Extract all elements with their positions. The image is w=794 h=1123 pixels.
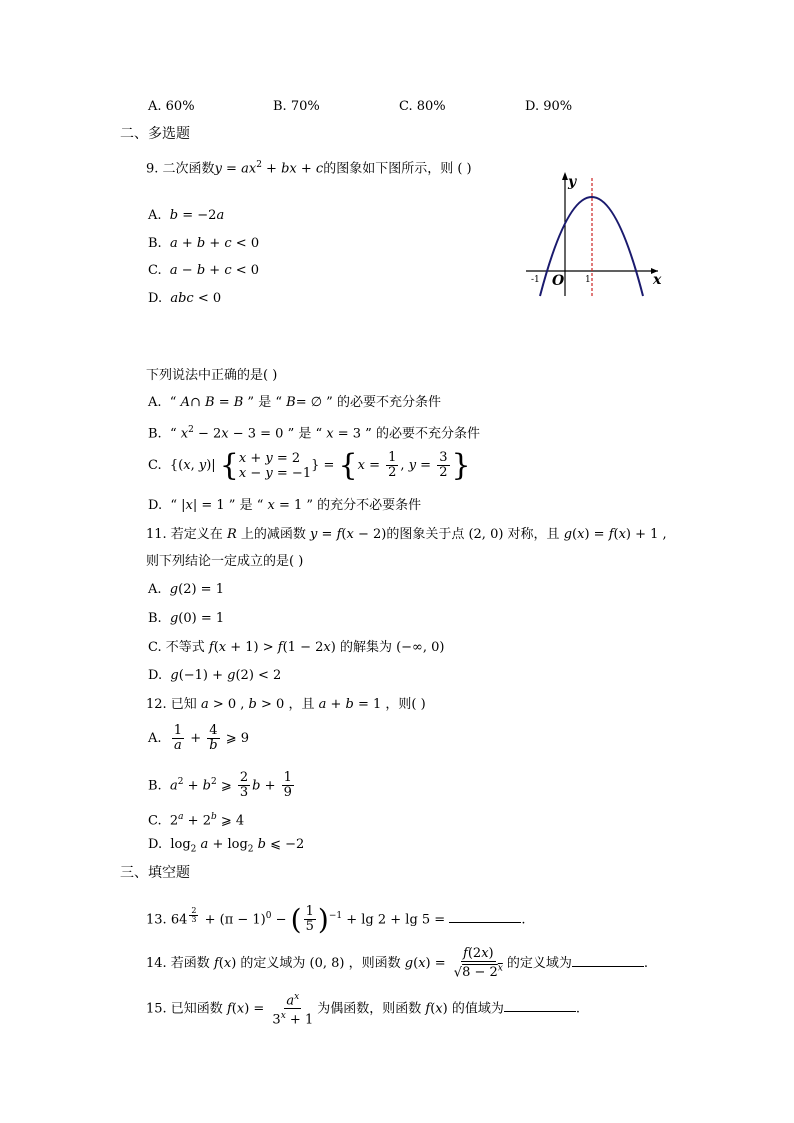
q8-option-b: B. 70% xyxy=(273,99,320,114)
q9-option-c: C. a − b + c < 0 xyxy=(148,263,260,278)
q8-option-c: C. 80% xyxy=(399,99,446,114)
q9-stem-post: 的图象如下图所示，则 ( ) xyxy=(323,161,472,177)
q9-option-d: D. abc < 0 xyxy=(148,291,222,306)
q14-stem: 14. 若函数 f(x) 的定义域为 (0, 8) ，则函数 g(x) = $\frac{f(2x)}{√8 - 2^x}$ 的定义域为 . xyxy=(146,945,649,981)
q12-option-d: D. $\log_2 a + \log_2 b$ ⩽ −2 xyxy=(148,837,305,855)
section-multi-choice: 二、多选题 xyxy=(120,126,190,142)
q9-stem-pre: 二次函数 xyxy=(162,161,215,177)
origin-label: O xyxy=(552,273,565,289)
q12-stem: 12. 已知 a > 0 , b > 0 ，且 a + b = 1 ，则( ) xyxy=(146,697,426,712)
q10-option-d: D. “ |x| = 1 ” 是 “ x = 1 ” 的充分不必要条件 xyxy=(148,498,422,513)
q11-option-d: D. g(−1) + g(2) < 2 xyxy=(148,668,282,683)
q8-option-a: A. 60% xyxy=(148,99,195,114)
tick-neg1: -1 xyxy=(531,275,540,285)
q11-option-c: C. 不等式 f(x + 1) > f(1 − 2x) 的解集为 (−∞, 0) xyxy=(148,640,445,655)
q11-option-a: A. g(2) = 1 xyxy=(148,582,224,597)
q10-option-a: A. “ A∩ B = B ” 是 “ B= ∅ ” 的必要不充分条件 xyxy=(148,395,441,410)
q12-option-c: C. $2^a + 2^b$ ⩾ 4 xyxy=(148,812,245,829)
q9-option-a: A. b = −2a xyxy=(148,208,225,223)
section-fill-in: 三、填空题 xyxy=(120,865,190,881)
parabola-graph xyxy=(518,168,668,300)
x-label: x xyxy=(653,272,662,288)
q15-stem: 15. 已知函数 f(x) = $\frac{a^x}{3^x + 1}$ 为偶函数，则函数 f(x) 的值域为 . xyxy=(146,992,580,1028)
q10-stem: 下列说法中正确的是( ) xyxy=(146,368,278,383)
q9-num: 9. xyxy=(146,161,159,177)
tick-1: 1 xyxy=(585,275,591,285)
q13-stem: 13. 64 $^{\frac{2}{3}}$ + $(\pi - 1)^0$ − ( $\frac{1}{5}$ )$^{-1}$ + lg 2 + lg 5 = . xyxy=(146,902,526,936)
y-label: y xyxy=(568,174,577,190)
q12-option-b: B. $a^2 + b^2$ ⩾ $\frac{2}{3}$ b + $\frac{1}{9}$ xyxy=(148,770,292,801)
q15-answer-blank[interactable] xyxy=(504,999,576,1012)
q14-answer-blank[interactable] xyxy=(572,954,644,967)
q11-stem-line1: 11. 若定义在 R 上的减函数 y = f(x − 2)的图象关于点 (2, 0) 对称，且 g(x) = f(x) + 1 , xyxy=(146,527,667,542)
q13-answer-blank[interactable] xyxy=(449,910,521,923)
q10-option-b: B. “ $x^2 - 2x - 3 = 0$ ” 是 “ x = 3 ” 的必要不充分条件 xyxy=(148,425,480,442)
q9-stem: 9. 二次函数$y = ax^2$ + bx + c的图象如下图所示，则 ( ) xyxy=(146,160,472,177)
q8-option-d: D. 90% xyxy=(525,99,573,114)
q11-stem-line2: 则下列结论一定成立的是( ) xyxy=(146,554,304,569)
q9-option-b: B. a + b + c < 0 xyxy=(148,236,260,251)
q11-option-b: B. g(0) = 1 xyxy=(148,611,225,626)
q12-option-a: A. $\frac{1}{a}$ + $\frac{4}{b}$ ⩾ 9 xyxy=(148,723,250,753)
q10-option-c: C. {(x, y)| { x + y = 2 x − y = −1 } = {x = $\frac{1}{2}$ , y = $\frac{3}{2}$ } xyxy=(148,447,471,483)
